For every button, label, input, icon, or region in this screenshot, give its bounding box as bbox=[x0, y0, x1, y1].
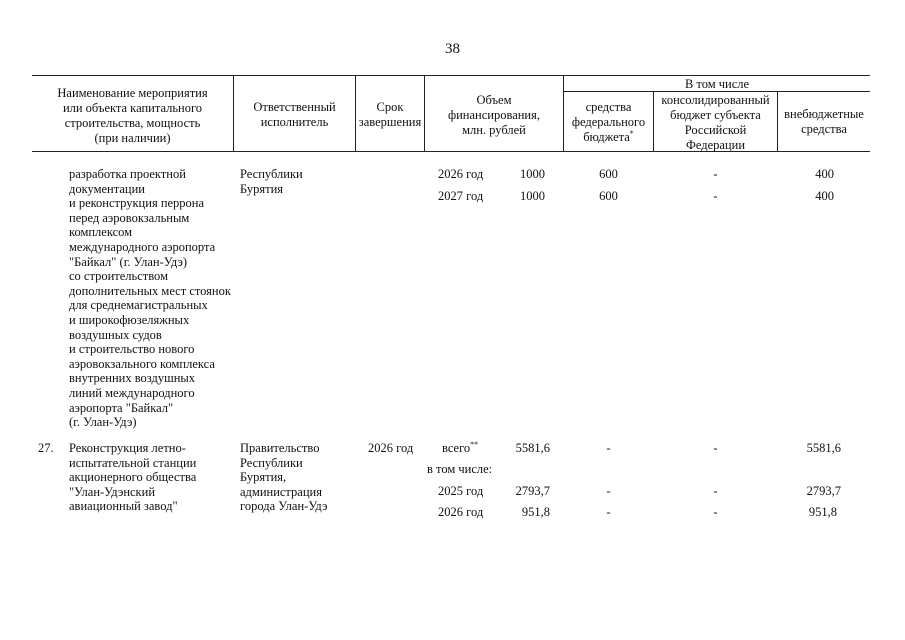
consolidated-value: - bbox=[713, 189, 718, 203]
row-2-executor: Правительство Республики Бурятия, администрация города Улан-Удэ bbox=[240, 441, 328, 514]
volume-value: 1000 bbox=[520, 167, 545, 181]
including-label: в том числе: bbox=[427, 462, 493, 476]
header-term: Срок завершения bbox=[358, 100, 422, 129]
consolidated-value: - bbox=[713, 441, 718, 455]
total-label: всего** bbox=[442, 439, 479, 455]
header-extra: внебюджетные средства bbox=[784, 107, 864, 136]
volume-value: 1000 bbox=[520, 189, 545, 203]
table-top-rule bbox=[32, 75, 870, 76]
extra-value: 400 bbox=[815, 189, 834, 203]
year-label: 2026 год bbox=[438, 167, 484, 181]
volume-value: 951,8 bbox=[521, 505, 550, 519]
header-federal: средства федерального бюджета* bbox=[571, 100, 646, 144]
header-in-total: В том числе bbox=[684, 77, 750, 91]
page-number: 38 bbox=[445, 41, 460, 57]
extra-value: 2793,7 bbox=[806, 484, 841, 498]
row-1-executor: Республики Бурятия bbox=[240, 167, 303, 196]
volume-value: 5581,6 bbox=[515, 441, 550, 455]
year-label: 2026 год bbox=[438, 505, 484, 519]
federal-value: 600 bbox=[599, 167, 618, 181]
footnote-mark: ** bbox=[470, 439, 479, 449]
footnote-mark: * bbox=[629, 128, 634, 138]
consolidated-value: - bbox=[713, 167, 718, 181]
header-executor: Ответственный исполнитель bbox=[253, 100, 336, 129]
federal-value: - bbox=[606, 441, 611, 455]
federal-value: 600 bbox=[599, 189, 618, 203]
header-volume: Объем финансирования, млн. рублей bbox=[448, 93, 540, 137]
extra-value: 951,8 bbox=[808, 505, 837, 519]
row-number: 27. bbox=[38, 441, 54, 455]
row-2-name: Реконструкция летно- испытательной станции акционерного общества "Улан-Удэнский авиационный завод" bbox=[69, 441, 197, 514]
consolidated-value: - bbox=[713, 484, 718, 498]
year-label: 2025 год bbox=[438, 484, 484, 498]
federal-value: - bbox=[606, 505, 611, 519]
extra-value: 5581,6 bbox=[806, 441, 841, 455]
row-1-name: разработка проектной документации и реконструкция перрона перед аэровокзальным комплексом международного аэропорта "Байкал" (г. Улан-Удэ) со строительством дополнительных мест стоянок для среднемагистральных и широкофюзеляжных воздушных судов и строительство нового аэровокзального комплекса внутренних воздушных линий международного аэропорта "Байкал" (г. Улан-Удэ) bbox=[69, 167, 231, 430]
year-label: 2027 год bbox=[438, 189, 484, 203]
extra-value: 400 bbox=[815, 167, 834, 181]
header-name: Наименование мероприятия или объекта капитального строительства, мощность (при наличии) bbox=[57, 86, 208, 145]
row-2-term: 2026 год bbox=[368, 441, 414, 455]
header-consolidated: консолидированный бюджет субъекта Российской Федерации bbox=[661, 93, 770, 152]
federal-value: - bbox=[606, 484, 611, 498]
volume-value: 2793,7 bbox=[515, 484, 550, 498]
consolidated-value: - bbox=[713, 505, 718, 519]
